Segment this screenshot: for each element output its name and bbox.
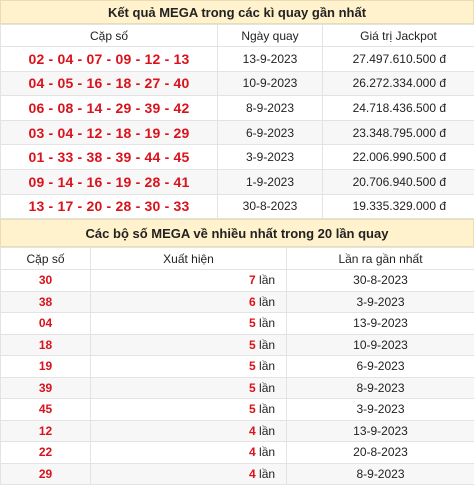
table-row (1, 463, 474, 485)
table-row (1, 169, 474, 194)
last-drawn-date: 10-9-2023 (287, 334, 474, 356)
result-numbers: 02 - 04 - 07 - 09 - 12 - 13 (1, 47, 218, 72)
last-drawn-date: 20-8-2023 (287, 442, 474, 464)
results-header-row (1, 25, 474, 47)
frequent-header-row (1, 248, 474, 270)
result-jackpot: 27.497.610.500 đ (323, 47, 474, 72)
result-numbers: 03 - 04 - 12 - 18 - 19 - 29 (1, 120, 218, 145)
table-row (1, 399, 474, 421)
pair-number: 39 (1, 377, 91, 399)
last-drawn-date: 8-9-2023 (287, 377, 474, 399)
result-date: 30-8-2023 (218, 194, 323, 219)
count-value: 5 (249, 337, 256, 352)
header-last-drawn: Lần ra gần nhất (287, 248, 474, 270)
appearance-count (91, 463, 287, 485)
frequent-title: Các bộ số MEGA về nhiều nhất trong 20 lần quay (0, 219, 474, 247)
result-numbers: 13 - 17 - 20 - 28 - 30 - 33 (1, 194, 218, 219)
result-jackpot: 26.272.334.000 đ (323, 71, 474, 96)
pair-number: 30 (1, 270, 91, 292)
appearance-count (91, 356, 287, 378)
table-row (1, 420, 474, 442)
result-jackpot: 20.706.940.500 đ (323, 169, 474, 194)
header-jackpot: Giá trị Jackpot (323, 25, 474, 47)
count-unit: lần (259, 423, 276, 438)
pair-number: 29 (1, 463, 91, 485)
frequent-table (0, 247, 474, 485)
table-row (1, 47, 474, 72)
appearance-count (91, 420, 287, 442)
appearance-count (91, 313, 287, 335)
result-jackpot: 23.348.795.000 đ (323, 120, 474, 145)
count-unit: lần (259, 273, 276, 288)
count-unit: lần (259, 316, 276, 331)
last-drawn-date: 13-9-2023 (287, 420, 474, 442)
count-value: 5 (249, 359, 256, 374)
appearance-count (91, 291, 287, 313)
result-date: 10-9-2023 (218, 71, 323, 96)
results-title: Kết quả MEGA trong các kì quay gần nhất (0, 0, 474, 24)
count-unit: lần (259, 294, 276, 309)
count-value: 5 (249, 380, 256, 395)
pair-number: 38 (1, 291, 91, 313)
table-row (1, 194, 474, 219)
result-numbers: 06 - 08 - 14 - 29 - 39 - 42 (1, 96, 218, 121)
count-value: 4 (249, 466, 256, 481)
pair-number: 12 (1, 420, 91, 442)
table-row (1, 313, 474, 335)
last-drawn-date: 3-9-2023 (287, 399, 474, 421)
result-numbers: 09 - 14 - 16 - 19 - 28 - 41 (1, 169, 218, 194)
result-date: 1-9-2023 (218, 169, 323, 194)
result-date: 6-9-2023 (218, 120, 323, 145)
count-unit: lần (259, 402, 276, 417)
last-drawn-date: 3-9-2023 (287, 291, 474, 313)
count-value: 5 (249, 316, 256, 331)
result-date: 8-9-2023 (218, 96, 323, 121)
last-drawn-date: 30-8-2023 (287, 270, 474, 292)
appearance-count (91, 377, 287, 399)
table-row (1, 442, 474, 464)
count-unit: lần (259, 445, 276, 460)
appearance-count (91, 334, 287, 356)
count-unit: lần (259, 359, 276, 374)
table-row (1, 71, 474, 96)
header-date: Ngày quay (218, 25, 323, 47)
count-unit: lần (259, 337, 276, 352)
header-pair: Cặp số (1, 248, 91, 270)
count-unit: lần (259, 466, 276, 481)
pair-number: 45 (1, 399, 91, 421)
count-unit: lần (259, 380, 276, 395)
pair-number: 22 (1, 442, 91, 464)
table-row (1, 120, 474, 145)
count-value: 4 (249, 423, 256, 438)
result-date: 3-9-2023 (218, 145, 323, 170)
table-row (1, 356, 474, 378)
header-numbers: Cặp số (1, 25, 218, 47)
count-value: 6 (249, 294, 256, 309)
result-numbers: 01 - 33 - 38 - 39 - 44 - 45 (1, 145, 218, 170)
header-appearances: Xuất hiện (91, 248, 287, 270)
result-numbers: 04 - 05 - 16 - 18 - 27 - 40 (1, 71, 218, 96)
result-jackpot: 24.718.436.500 đ (323, 96, 474, 121)
result-jackpot: 22.006.990.500 đ (323, 145, 474, 170)
results-table (0, 24, 474, 219)
last-drawn-date: 8-9-2023 (287, 463, 474, 485)
result-date: 13-9-2023 (218, 47, 323, 72)
appearance-count (91, 270, 287, 292)
table-row (1, 377, 474, 399)
table-row (1, 270, 474, 292)
count-value: 7 (249, 273, 256, 288)
result-jackpot: 19.335.329.000 đ (323, 194, 474, 219)
pair-number: 18 (1, 334, 91, 356)
table-row (1, 291, 474, 313)
last-drawn-date: 6-9-2023 (287, 356, 474, 378)
count-value: 5 (249, 402, 256, 417)
table-row (1, 334, 474, 356)
last-drawn-date: 13-9-2023 (287, 313, 474, 335)
appearance-count (91, 399, 287, 421)
pair-number: 04 (1, 313, 91, 335)
appearance-count (91, 442, 287, 464)
pair-number: 19 (1, 356, 91, 378)
table-row (1, 96, 474, 121)
count-value: 4 (249, 445, 256, 460)
table-row (1, 145, 474, 170)
